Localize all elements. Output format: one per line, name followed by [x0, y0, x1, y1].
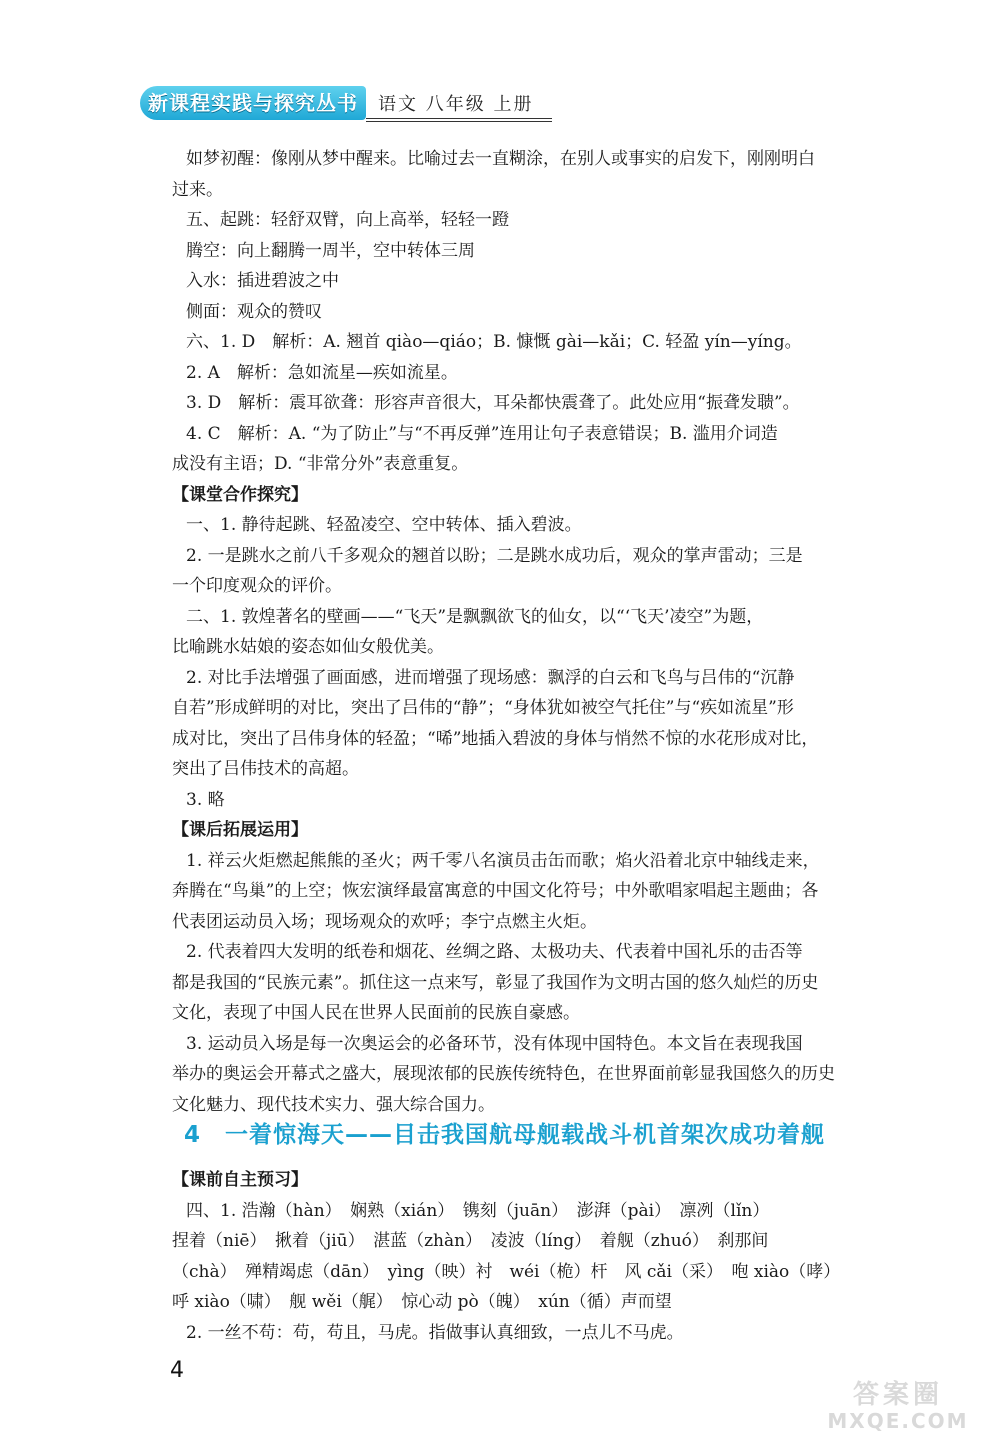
text-line: （chà） 殚精竭虑（dān） yìng（映）衬 wéi（桅）杆 风 cǎi（采） 咆 xiào（哮） — [172, 1261, 841, 1282]
text-line: 如梦初醒：像刚从梦中醒来。比喻过去一直糊涂，在别人或事实的启发下，刚刚明白 — [186, 149, 815, 169]
subject-label: 语文 八年级 上册 — [378, 94, 534, 115]
text-line: 文化魅力、现代技术实力、强大综合国力。 — [172, 1094, 495, 1115]
text-line: 一、1. 静待起跳、轻盈凌空、空中转体、插入碧波。 — [186, 515, 582, 535]
text-line: 3. 运动员入场是每一次奥运会的必备环节，没有体现中国特色。本文旨在表现我国 — [186, 1033, 803, 1054]
text-line: 奔腾在“鸟巢”的上空；恢宏演绎最富寓意的中国文化符号；中外歌唱家唱起主题曲；各 — [172, 881, 819, 901]
page-header — [140, 86, 560, 122]
watermark-bottom: MXQE.COM — [827, 1409, 969, 1433]
text-line: 入水：插进碧波之中 — [186, 271, 339, 291]
text-line: 3. 略 — [186, 789, 225, 810]
watermark-top: 答案圈 — [852, 1380, 943, 1410]
text-line: 呼 xiào（啸） 舰 wěi（艉） 惊心动 pò（魄） xún（循）声而望 — [172, 1292, 672, 1312]
watermark-logo — [818, 1380, 978, 1436]
text-line: 2. 一丝不苟：苟，苟且，马虎。指做事认真细致，一点儿不马虎。 — [186, 1322, 684, 1343]
series-title-badge: 新课程实践与探究丛书 — [140, 86, 366, 120]
text-line: 2. A 解析：急如流星—疾如流星。 — [186, 362, 458, 383]
text-line: 比喻跳水姑娘的姿态如仙女般优美。 — [172, 637, 444, 657]
text-line: 3. D 解析：震耳欲聋：形容声音很大，耳朵都快震聋了。此处应用“振聋发聩”。 — [186, 393, 800, 413]
text-line: 一个印度观众的评价。 — [172, 576, 342, 596]
lesson-title: 4 一着惊海天——目击我国航母舰载战斗机首架次成功着舰 — [184, 1122, 826, 1148]
answer-body — [172, 144, 934, 1120]
text-line: 四、1. 浩瀚（hàn） 娴熟（xián） 镌刻（juān） 澎湃（pài） 凛冽（lǐn） — [186, 1200, 770, 1221]
lesson-answer-body — [172, 1165, 934, 1348]
text-line: 2. 对比手法增强了画面感，进而增强了现场感：飘浮的白云和飞鸟与吕伟的“沉静 — [186, 667, 795, 688]
text-line: 1. 祥云火炬燃起熊熊的圣火；两千零八名演员击缶而歌；焰火沿着北京中轴线走来， — [186, 850, 820, 871]
text-line: 自若”形成鲜明的对比，突出了吕伟的“静”；“身体犹如被空气托住”与“疾如流星”形 — [172, 698, 794, 718]
text-line: 2. 代表着四大发明的纸卷和烟花、丝绸之路、太极功夫、代表着中国礼乐的击否等 — [186, 942, 803, 962]
page-number: 4 — [170, 1358, 184, 1383]
text-line: 文化，表现了中国人民在世界人民面前的民族自豪感。 — [172, 1003, 580, 1023]
text-line: 成对比，突出了吕伟身体的轻盈；“唏”地插入碧波的身体与悄然不惊的水花形成对比， — [172, 728, 819, 749]
text-line: 五、起跳：轻舒双臂，向上高举，轻轻一蹬 — [186, 210, 509, 230]
text-line: 成没有主语；D. “非常分外”表意重复。 — [172, 454, 469, 474]
text-line: 腾空：向上翻腾一周半，空中转体三周 — [186, 240, 475, 261]
text-line: 代表团运动员入场；现场观众的欢呼；李宁点燃主火炬。 — [172, 911, 597, 932]
section-heading: 【课堂合作探究】 — [172, 484, 308, 505]
text-line: 侧面：观众的赞叹 — [186, 301, 322, 322]
text-line: 突出了吕伟技术的高超。 — [172, 759, 359, 779]
text-line: 2. 一是跳水之前八千多观众的翘首以盼；二是跳水成功后，观众的掌声雷动；三是 — [186, 545, 803, 566]
text-line: 举办的奥运会开幕式之盛大，展现浓郁的民族传统特色，在世界面前彰显我国悠久的历史 — [172, 1064, 835, 1084]
header-rule — [366, 118, 552, 122]
section-heading: 【课后拓展运用】 — [172, 820, 308, 840]
section-heading: 【课前自主预习】 — [172, 1170, 308, 1190]
text-line: 二、1. 敦煌著名的壁画——“飞天”是飘飘欲飞的仙女，以“‘飞天’凌空”为题， — [186, 606, 764, 627]
text-line: 捏着（niē） 揪着（jiū） 湛蓝（zhàn） 凌波（líng） 着舰（zhuó） 刹那间 — [172, 1231, 769, 1251]
text-line: 六、1. D 解析：A. 翘首 qiào—qiáo；B. 慷慨 gài—kǎi；C. 轻盈 yín—yíng。 — [186, 332, 802, 352]
text-line: 都是我国的“民族元素”。抓住这一点来写，彰显了我国作为文明古国的悠久灿烂的历史 — [172, 972, 819, 993]
text-line: 过来。 — [172, 179, 223, 200]
text-line: 4. C 解析：A. “为了防止”与“不再反弹”连用让句子表意错误；B. 滥用介词造 — [186, 423, 778, 444]
